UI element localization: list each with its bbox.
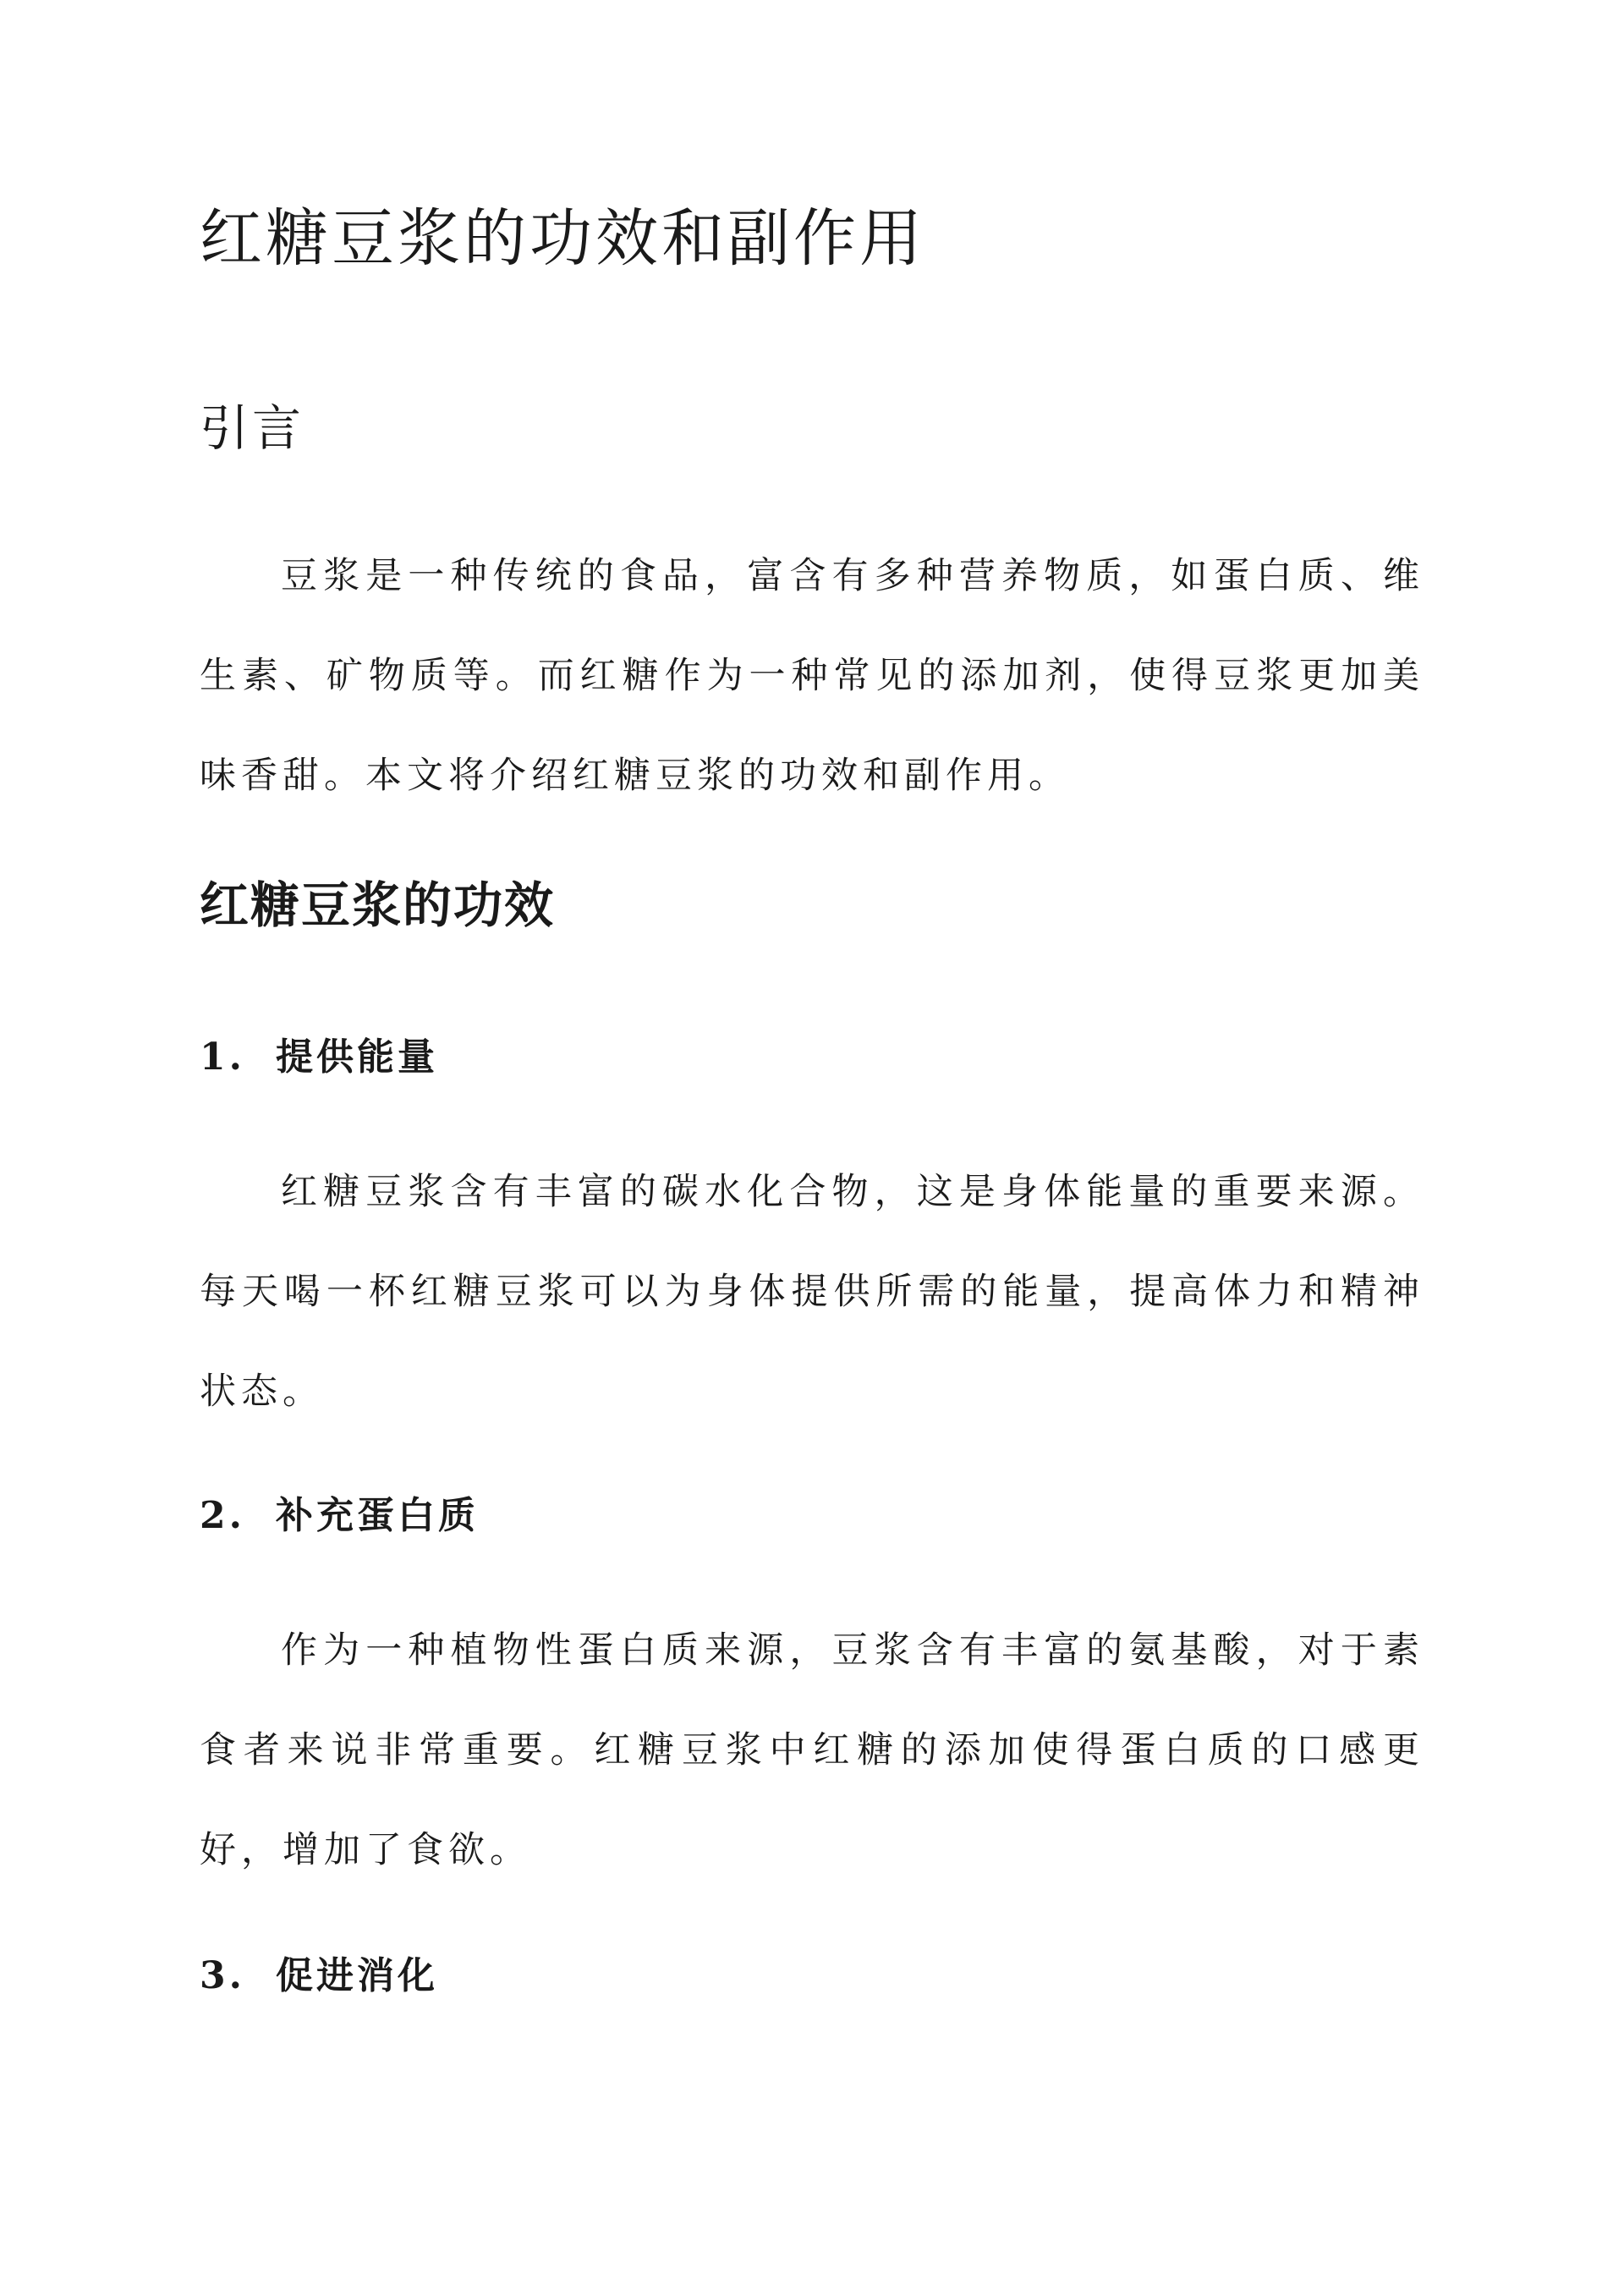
benefit-3-title: 促进消化 <box>276 1954 438 1997</box>
benefit-1-heading <box>200 1032 438 1083</box>
intro-paragraph: 豆浆是一种传统的食品，富含有多种营养物质，如蛋白质、维生素、矿物质等。而红糖作为一种常见的添加剂，使得豆浆更加美味香甜。本文将介绍红糖豆浆的功效和副作用。 <box>200 555 1424 797</box>
benefit-2-heading <box>200 1491 479 1541</box>
benefit-2-number: 2. <box>200 1494 245 1537</box>
benefit-1-paragraph: 红糖豆浆含有丰富的碳水化合物，这是身体能量的重要来源。每天喝一杯红糖豆浆可以为身体提供所需的能量，提高体力和精神状态。 <box>200 1171 1424 1413</box>
benefit-2-title: 补充蛋白质 <box>276 1494 479 1537</box>
document-title: 红糖豆浆的功效和副作用 <box>200 202 925 275</box>
benefit-2-paragraph: 作为一种植物性蛋白质来源，豆浆含有丰富的氨基酸，对于素食者来说非常重要。红糖豆浆中红糖的添加使得蛋白质的口感更好，增加了食欲。 <box>200 1629 1424 1871</box>
benefit-1-number: 1. <box>200 1035 245 1079</box>
benefit-3-number: 3. <box>200 1954 245 1997</box>
benefit-3-heading <box>200 1951 438 2002</box>
benefit-1-title: 提供能量 <box>276 1035 438 1079</box>
benefits-heading: 红糖豆浆的功效 <box>200 876 556 934</box>
intro-heading: 引言 <box>200 399 305 457</box>
